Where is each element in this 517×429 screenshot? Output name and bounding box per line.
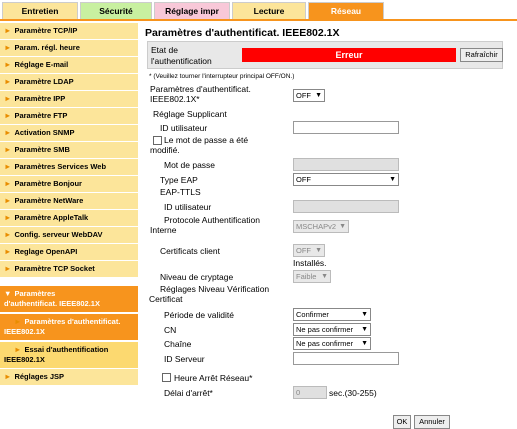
- client-cert-select[interactable]: OFF ▼: [293, 244, 325, 257]
- arrow-icon: ►: [4, 264, 12, 273]
- arrow-icon: ►: [4, 60, 12, 69]
- server-id-label: ID Serveur: [164, 354, 205, 364]
- verification-label: Réglages Niveau Vérification Certificat: [149, 284, 270, 304]
- auth-label: Paramètres d'authentificat. IEEE802.1X*: [150, 84, 251, 104]
- arrow-icon: ►: [4, 230, 12, 239]
- sidebar-item-bonjour[interactable]: ► Paramètre Bonjour: [0, 176, 138, 193]
- chevron-down-icon: ▼: [361, 311, 368, 318]
- tab-entretien[interactable]: Entretien: [2, 2, 78, 19]
- chevron-down-icon: ▼: [361, 340, 368, 347]
- sidebar-item-smb[interactable]: ► Paramètre SMB: [0, 142, 138, 159]
- restart-note: * (Veuillez tourner l'interrupteur principal OFF/ON.): [149, 73, 295, 80]
- chevron-down-icon: ▼: [315, 247, 322, 254]
- tab-underline: [0, 19, 517, 21]
- sidebar-item-tcpip[interactable]: ► Paramètre TCP/IP: [0, 23, 138, 40]
- arrow-icon: ►: [4, 77, 12, 86]
- arrow-icon: ►: [14, 345, 22, 354]
- sidebar-item-ieee8021x[interactable]: ▼ Paramètres d'authentificat. IEEE802.1X: [0, 286, 138, 313]
- chevron-down-icon: ▼: [339, 223, 346, 230]
- ttls-user-id-label: ID utilisateur: [164, 202, 212, 212]
- sidebar-item-snmp[interactable]: ► Activation SNMP: [0, 125, 138, 142]
- sidebar-item-netware[interactable]: ► Paramètre NetWare: [0, 193, 138, 210]
- page-title: Paramètres d'authentificat. IEEE802.1X: [145, 27, 340, 39]
- inner-protocol-select[interactable]: MSCHAPv2 ▼: [293, 220, 349, 233]
- refresh-button[interactable]: Rafraîchir: [460, 48, 503, 62]
- network-stop-checkbox[interactable]: [162, 373, 171, 382]
- sidebar: [0, 23, 138, 429]
- tab-securite[interactable]: Sécurité: [80, 2, 152, 19]
- supplicant-heading: Réglage Supplicant: [153, 109, 227, 119]
- arrow-icon: ►: [4, 43, 12, 52]
- sidebar-item-ldap[interactable]: ► Paramètre LDAP: [0, 74, 138, 91]
- sidebar-item-openapi[interactable]: ► Reglage OpenAPI: [0, 244, 138, 261]
- arrow-icon: ►: [4, 111, 12, 120]
- arrow-icon: ►: [4, 162, 12, 171]
- tab-lecture[interactable]: Lecture: [232, 2, 306, 19]
- sidebar-item-tcp-socket[interactable]: ► Paramètre TCP Socket: [0, 261, 138, 278]
- status-panel: [147, 41, 503, 69]
- tab-reseau[interactable]: Réseau: [308, 2, 384, 19]
- sidebar-item-ftp[interactable]: ► Paramètre FTP: [0, 108, 138, 125]
- tab-bar: [0, 0, 517, 20]
- ttls-user-id-input[interactable]: [293, 200, 399, 213]
- cancel-button[interactable]: Annuler: [414, 415, 450, 429]
- eap-ttls-heading: EAP-TTLS: [160, 187, 201, 197]
- cn-select[interactable]: Ne pas confirmer ▼: [293, 323, 371, 336]
- arrow-icon: ►: [4, 145, 12, 154]
- chevron-down-icon: ▼: [389, 176, 396, 183]
- stop-delay-input[interactable]: 0: [293, 386, 327, 399]
- arrow-icon: ►: [4, 372, 12, 381]
- user-id-label: ID utilisateur: [160, 123, 208, 133]
- validity-label: Période de validité: [164, 310, 234, 320]
- chevron-down-icon: ▼: [361, 326, 368, 333]
- ok-button[interactable]: OK: [393, 415, 411, 429]
- arrow-icon: ►: [4, 128, 12, 137]
- sidebar-item-heure[interactable]: ► Param. régl. heure: [0, 40, 138, 57]
- chevron-down-icon: ▼: [321, 273, 328, 280]
- chevron-down-icon: ▼: [315, 92, 322, 99]
- sidebar-subitem-ieee8021x-test[interactable]: ► Essai d'authentification IEEE802.1X: [0, 342, 138, 369]
- arrow-icon: ►: [4, 94, 12, 103]
- sidebar-item-email[interactable]: ► Réglage E-mail: [0, 57, 138, 74]
- user-id-input[interactable]: [293, 121, 399, 134]
- status-label: Etat de l'authentification: [151, 45, 212, 66]
- sidebar-subitem-ieee8021x-settings[interactable]: ► Paramètres d'authentificat. IEEE802.1X: [0, 314, 138, 341]
- status-badge: Erreur: [242, 48, 456, 62]
- server-id-input[interactable]: [293, 352, 399, 365]
- eap-type-select[interactable]: OFF ▼: [293, 173, 399, 186]
- password-label: Mot de passe: [164, 160, 216, 170]
- sidebar-item-jsp[interactable]: ► Réglages JSP: [0, 369, 138, 386]
- installed-text: Installés.: [293, 258, 327, 268]
- stop-delay-label: Délai d'arrêt*: [164, 388, 213, 398]
- sidebar-item-ipp[interactable]: ► Paramètre IPP: [0, 91, 138, 108]
- chain-label: Chaîne: [164, 339, 192, 349]
- arrow-icon: ►: [4, 26, 12, 35]
- cn-label: CN: [164, 325, 177, 335]
- sidebar-item-webdav[interactable]: ► Config. serveur WebDAV: [0, 227, 138, 244]
- eap-type-label: Type EAP: [160, 175, 198, 185]
- network-stop-label: Heure Arrêt Réseau*: [174, 373, 253, 383]
- encryption-select[interactable]: Faible ▼: [293, 270, 331, 283]
- sidebar-item-appletalk[interactable]: ► Paramètre AppleTalk: [0, 210, 138, 227]
- validity-select[interactable]: Confirmer ▼: [293, 308, 371, 321]
- encryption-label: Niveau de cryptage: [160, 272, 234, 282]
- inner-protocol-label: Protocole Authentification Interne: [150, 215, 260, 235]
- arrow-icon: ►: [4, 213, 12, 222]
- arrow-icon: ►: [4, 179, 12, 188]
- sidebar-item-services-web[interactable]: ► Paramètres Services Web: [0, 159, 138, 176]
- arrow-icon: ►: [4, 196, 12, 205]
- auth-select[interactable]: OFF ▼: [293, 89, 325, 102]
- chain-select[interactable]: Ne pas confirmer ▼: [293, 337, 371, 350]
- arrow-icon: ▼: [4, 289, 12, 298]
- arrow-icon: ►: [14, 317, 22, 326]
- password-changed-label: Le mot de passe a été modifié.: [150, 135, 249, 155]
- password-changed-checkbox[interactable]: [153, 136, 162, 145]
- stop-delay-unit: sec.(30-255): [329, 388, 377, 398]
- password-input[interactable]: [293, 158, 399, 171]
- tab-reglage-impr[interactable]: Réglage impr: [154, 2, 230, 19]
- client-cert-label: Certificats client: [160, 246, 220, 256]
- arrow-icon: ►: [4, 247, 12, 256]
